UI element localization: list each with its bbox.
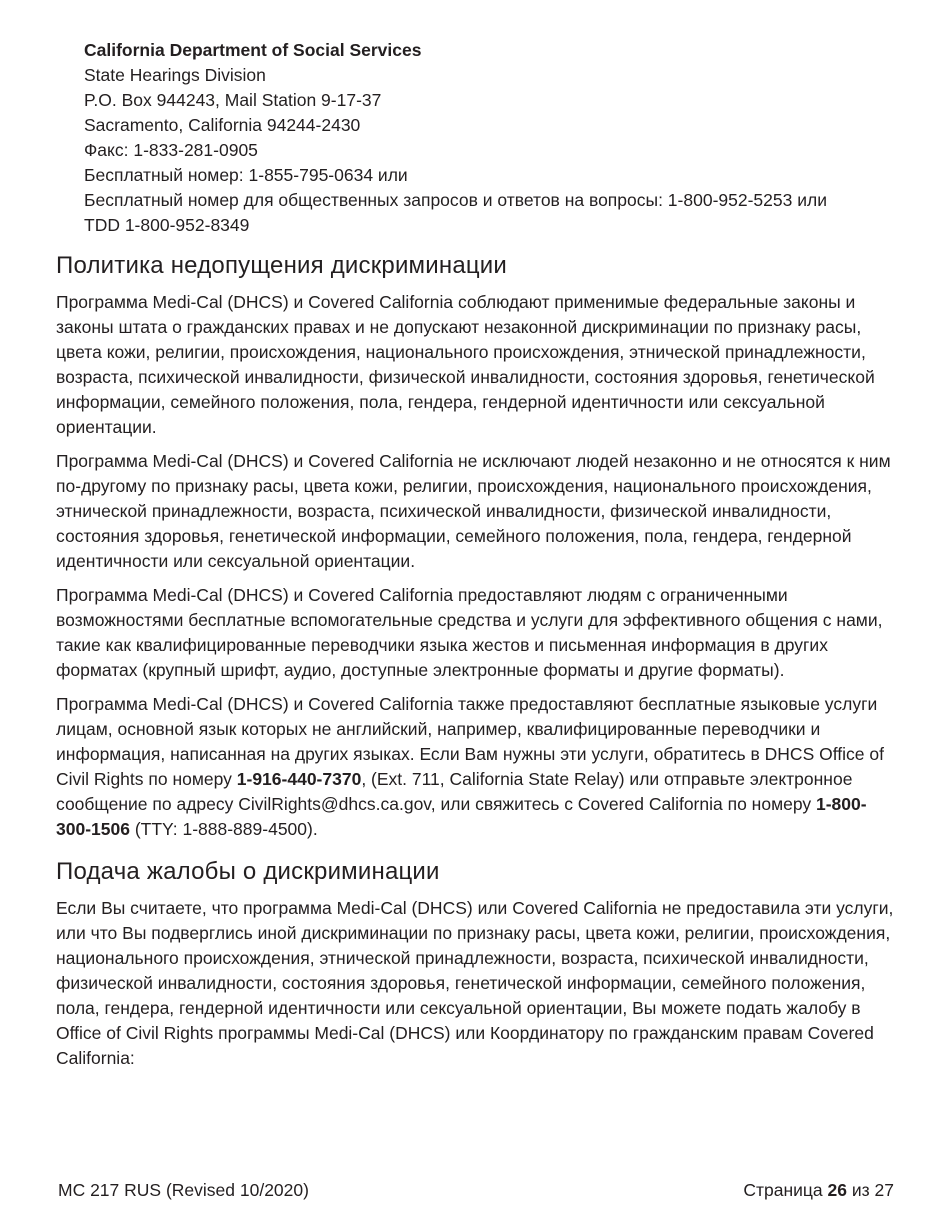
text-run: (TTY: 1-888-889-4500). [129,819,318,839]
form-id: MC 217 RUS (Revised 10/2020) [58,1180,309,1200]
phone-number-covered-california: 1-800-300-1506 [56,794,867,839]
text-run: Программа Medi-Cal (DHCS) и Covered California также предоставляют бесплатные языковые услуги лицам, основной язык которых не английский, например, квалифицированные переводчики и информация, написанная на других языках. Если Вам нужны эти услуги, обратитесь в DHCS Office of Civil Rights по номеру [56,694,884,789]
address-line: P.O. Box 944243, Mail Station 9-17-37 [84,90,382,110]
text-run: , (Ext. 711, California State Relay) или отправьте электронное сообщение по адресу CivilRights@dhcs.ca.gov, или свяжитесь с Covered California по номеру [56,769,853,814]
paragraph: Если Вы считаете, что программа Medi-Cal (DHCS) или Covered California не предоставила эти услуги, или что Вы подверглись иной дискриминации по признаку расы, цвета кожи, религии, происхождения, национального происхождения, этнической принадлежности, возраста, психической инвалидности, физической инвалидности, состояния здоровья, генетической информации, семейного положения, пола, гендера, гендерной идентичности или сексуальной ориентации, Вы можете подать жалобу в Office of Civil Rights программы Medi-Cal (DHCS) или Координатору по гражданским правам Covered California: [56,898,894,1068]
paragraph: Программа Medi-Cal (DHCS) и Covered California предоставляют людям с ограниченными возможностями бесплатные вспомогательные средства и услуги для эффективного общения с нами, такие как квалифицированные переводчики языка жестов и письменная информация в других форматах (крупный шрифт, аудио, доступные электронные форматы и другие форматы). [56,585,883,680]
page-total: 27 [874,1180,894,1200]
address-line: State Hearings Division [84,65,266,85]
address-block [84,38,904,238]
paragraph: Программа Medi-Cal (DHCS) и Covered California соблюдают применимые федеральные законы и законы штата о гражданских правах и не допускают незаконной дискриминации по признаку расы, цвета кожи, религии, происхождения, национального происхождения, этнической принадлежности, возраста, психической инвалидности, физической инвалидности, состояния здоровья, генетической информации, семейного положения, пола, гендера, гендерной идентичности или сексуальной ориентации. [56,292,875,437]
page-number [743,1178,894,1203]
paragraph-language-services [56,692,896,842]
address-line: Факс: 1-833-281-0905 [84,140,258,160]
page-mid: из [847,1180,875,1200]
page-prefix: Страница [743,1180,828,1200]
section-heading-nondiscrimination: Политика недопущения дискриминации [56,252,508,279]
address-line: Бесплатный номер для общественных запросов и ответов на вопросы: 1-800-952-5253 или [84,190,827,210]
page-current: 26 [827,1180,847,1200]
address-line: TDD 1-800-952-8349 [84,215,250,235]
address-line: Бесплатный номер: 1-855-795-0634 или [84,165,408,185]
address-org: California Department of Social Services [84,40,422,60]
main-content [56,250,896,1080]
paragraph: Программа Medi-Cal (DHCS) и Covered California не исключают людей незаконно и не относятся к ним по-другому по признаку расы, цвета кожи, религии, происхождения, национального происхождения, этнической принадлежности, возраста, психической инвалидности, физической инвалидности, состояния здоровья, генетической информации, семейного положения, пола, гендера, гендерной идентичности или сексуальной ориентации. [56,451,891,571]
phone-number-ocr: 1-916-440-7370 [236,769,362,789]
address-line: Sacramento, California 94244-2430 [84,115,361,135]
section-heading-complaint: Подача жалобы о дискриминации [56,858,440,885]
